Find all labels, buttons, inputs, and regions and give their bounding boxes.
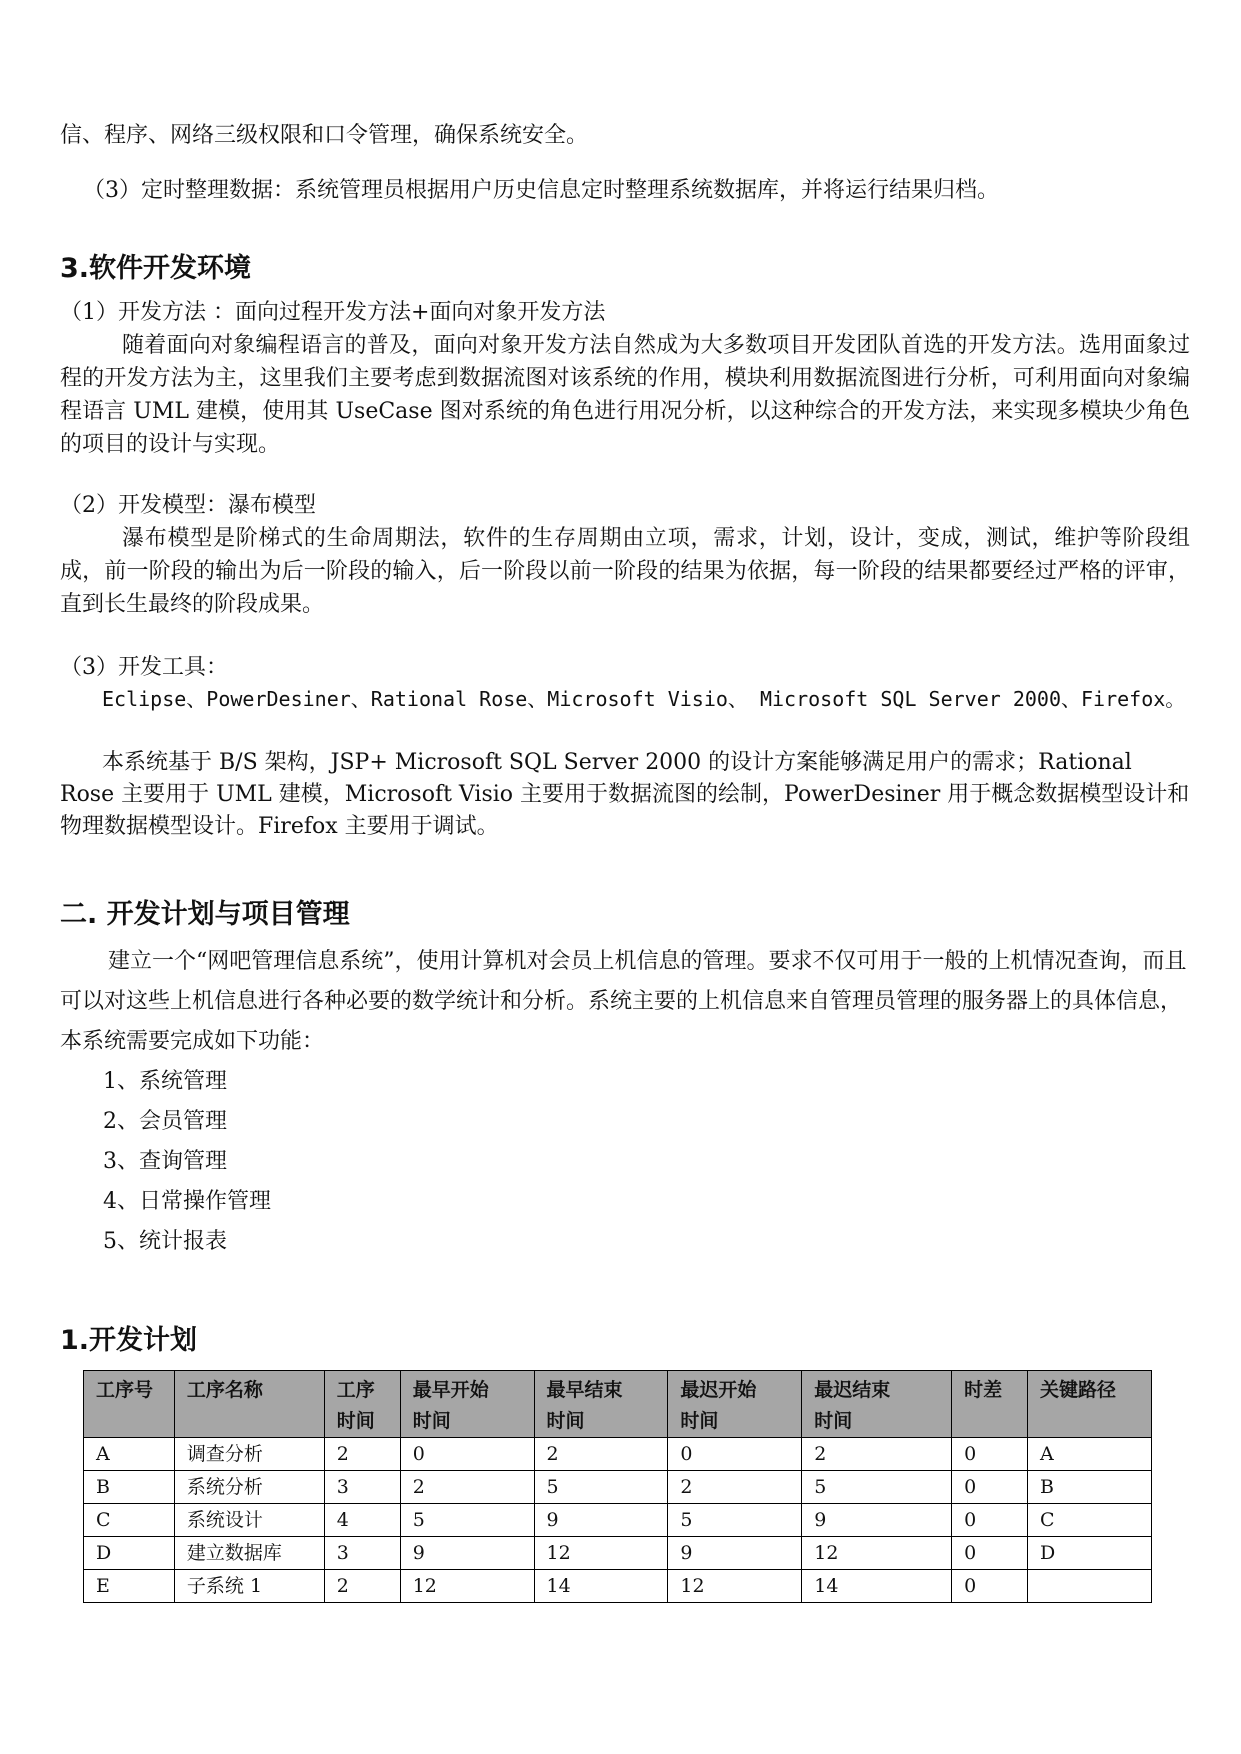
table-cell: 2	[668, 1471, 802, 1504]
table-cell: 3	[324, 1471, 400, 1504]
table-cell: 0	[952, 1471, 1028, 1504]
plan-table	[83, 1370, 1152, 1603]
method-body: 随着面向对象编程语言的普及，面向对象开发方法自然成为大多数项目开发团队首选的开发方法。选用面象过程的开发方法为主，这里我们主要考虑到数据流图对该系统的作用，模块利用数据流图进行分析，可利用面向对象编程语言 UML 建模，使用其 UseCase 图对系统的角色进行用况分析，以这种综合的开发方法，来实现多模块少角色的项目的设计与实现。	[60, 333, 1190, 457]
table-cell: 0	[668, 1438, 802, 1471]
table-cell: 2	[400, 1471, 534, 1504]
table-cell: 2	[534, 1438, 668, 1471]
table-cell: 调查分析	[174, 1438, 324, 1471]
plan-title: 1.开发计划	[60, 1325, 198, 1356]
table-row	[84, 1504, 1152, 1537]
intro-line-1: 信、程序、网络三级权限和口令管理，确保系统安全。	[60, 123, 589, 148]
section-two-title: 二. 开发计划与项目管理	[60, 899, 350, 930]
table-cell: 14	[802, 1570, 952, 1603]
table-row	[84, 1438, 1152, 1471]
model-body: 瀑布模型是阶梯式的生命周期法，软件的生存周期由立项，需求，计划，设计，变成，测试，维护等阶段组成，前一阶段的输出为后一阶段的输入，后一阶段以前一阶段的结果为依据，每一阶段的结果都要经过严格的评审，直到长生最终的阶段成果。	[60, 526, 1190, 617]
function-item: 4、日常操作管理	[103, 1189, 271, 1214]
table-cell: 系统设计	[174, 1504, 324, 1537]
table-cell: 2	[324, 1570, 400, 1603]
tools-list: Eclipse、PowerDesiner、Rational Rose、Microsoft Visio、 Microsoft SQL Server 2000、Firefox。	[102, 687, 1186, 711]
table-cell: 建立数据库	[174, 1537, 324, 1570]
table-cell: D	[1028, 1537, 1152, 1570]
table-cell: 12	[802, 1537, 952, 1570]
table-cell: 9	[802, 1504, 952, 1537]
table-cell: 子系统 1	[174, 1570, 324, 1603]
table-cell: 12	[668, 1570, 802, 1603]
table-cell: 0	[952, 1438, 1028, 1471]
section-3-title: 3.软件开发环境	[60, 253, 252, 284]
function-item: 5、统计报表	[103, 1229, 227, 1254]
table-cell: 2	[324, 1438, 400, 1471]
table-cell: 5	[802, 1471, 952, 1504]
column-header: 最早开始 时间	[400, 1371, 534, 1438]
column-header: 时差	[952, 1371, 1028, 1438]
column-header: 最迟结束 时间	[802, 1371, 952, 1438]
function-item: 3、查询管理	[103, 1149, 227, 1174]
column-header: 关键路径	[1028, 1371, 1152, 1438]
table-cell: 9	[400, 1537, 534, 1570]
table-row	[84, 1537, 1152, 1570]
table-cell: 0	[952, 1504, 1028, 1537]
table-cell: 4	[324, 1504, 400, 1537]
function-item: 1、系统管理	[103, 1069, 227, 1094]
table-cell: 系统分析	[174, 1471, 324, 1504]
intro-line-2: （3）定时整理数据：系统管理员根据用户历史信息定时整理系统数据库，并将运行结果归档。	[83, 178, 1000, 203]
table-row	[84, 1471, 1152, 1504]
column-header: 最迟开始 时间	[668, 1371, 802, 1438]
table-cell: E	[84, 1570, 175, 1603]
table-row	[84, 1570, 1152, 1603]
table-cell: C	[84, 1504, 175, 1537]
table-cell: 0	[400, 1438, 534, 1471]
column-header: 工序 时间	[324, 1371, 400, 1438]
tools-body: 本系统基于 B/S 架构，JSP+ Microsoft SQL Server 2000 的设计方案能够满足用户的需求；Rational Rose 主要用于 UML 建模，Microsoft Visio 主要用于数据流图的绘制，PowerDesiner 用于概念数据模型设计和物理数据模型设计。Firefox 主要用于调试。	[60, 750, 1190, 839]
function-item: 2、会员管理	[103, 1109, 227, 1134]
column-header: 工序名称	[174, 1371, 324, 1438]
table-cell: D	[84, 1537, 175, 1570]
section-two-body: 建立一个“网吧管理信息系统”，使用计算机对会员上机信息的管理。要求不仅可用于一般的上机情况查询，而且可以对这些上机信息进行各种必要的数学统计和分析。系统主要的上机信息来自管理员管理的服务器上的具体信息，本系统需要完成如下功能：	[60, 949, 1187, 1054]
model-heading: （2）开发模型：瀑布模型	[60, 493, 316, 518]
table-cell	[1028, 1570, 1152, 1603]
table-cell: 12	[400, 1570, 534, 1603]
table-cell: A	[84, 1438, 175, 1471]
table-cell: B	[84, 1471, 175, 1504]
table-cell: 9	[668, 1537, 802, 1570]
column-header: 最早结束 时间	[534, 1371, 668, 1438]
function-list	[103, 1062, 271, 1262]
table-cell: C	[1028, 1504, 1152, 1537]
method-heading: （1）开发方法 ：面向过程开发方法+面向对象开发方法	[60, 300, 606, 325]
column-header: 工序号	[84, 1371, 175, 1438]
table-header-row	[84, 1371, 1152, 1438]
table-cell: 5	[668, 1504, 802, 1537]
table-cell: 0	[952, 1570, 1028, 1603]
table-cell: 12	[534, 1537, 668, 1570]
table-cell: 0	[952, 1537, 1028, 1570]
table-cell: B	[1028, 1471, 1152, 1504]
table-cell: 2	[802, 1438, 952, 1471]
table-cell: 9	[534, 1504, 668, 1537]
table-cell: 5	[534, 1471, 668, 1504]
table-cell: 14	[534, 1570, 668, 1603]
table-cell: 5	[400, 1504, 534, 1537]
table-cell: 3	[324, 1537, 400, 1570]
tools-heading: （3）开发工具：	[60, 655, 228, 680]
table-cell: A	[1028, 1438, 1152, 1471]
